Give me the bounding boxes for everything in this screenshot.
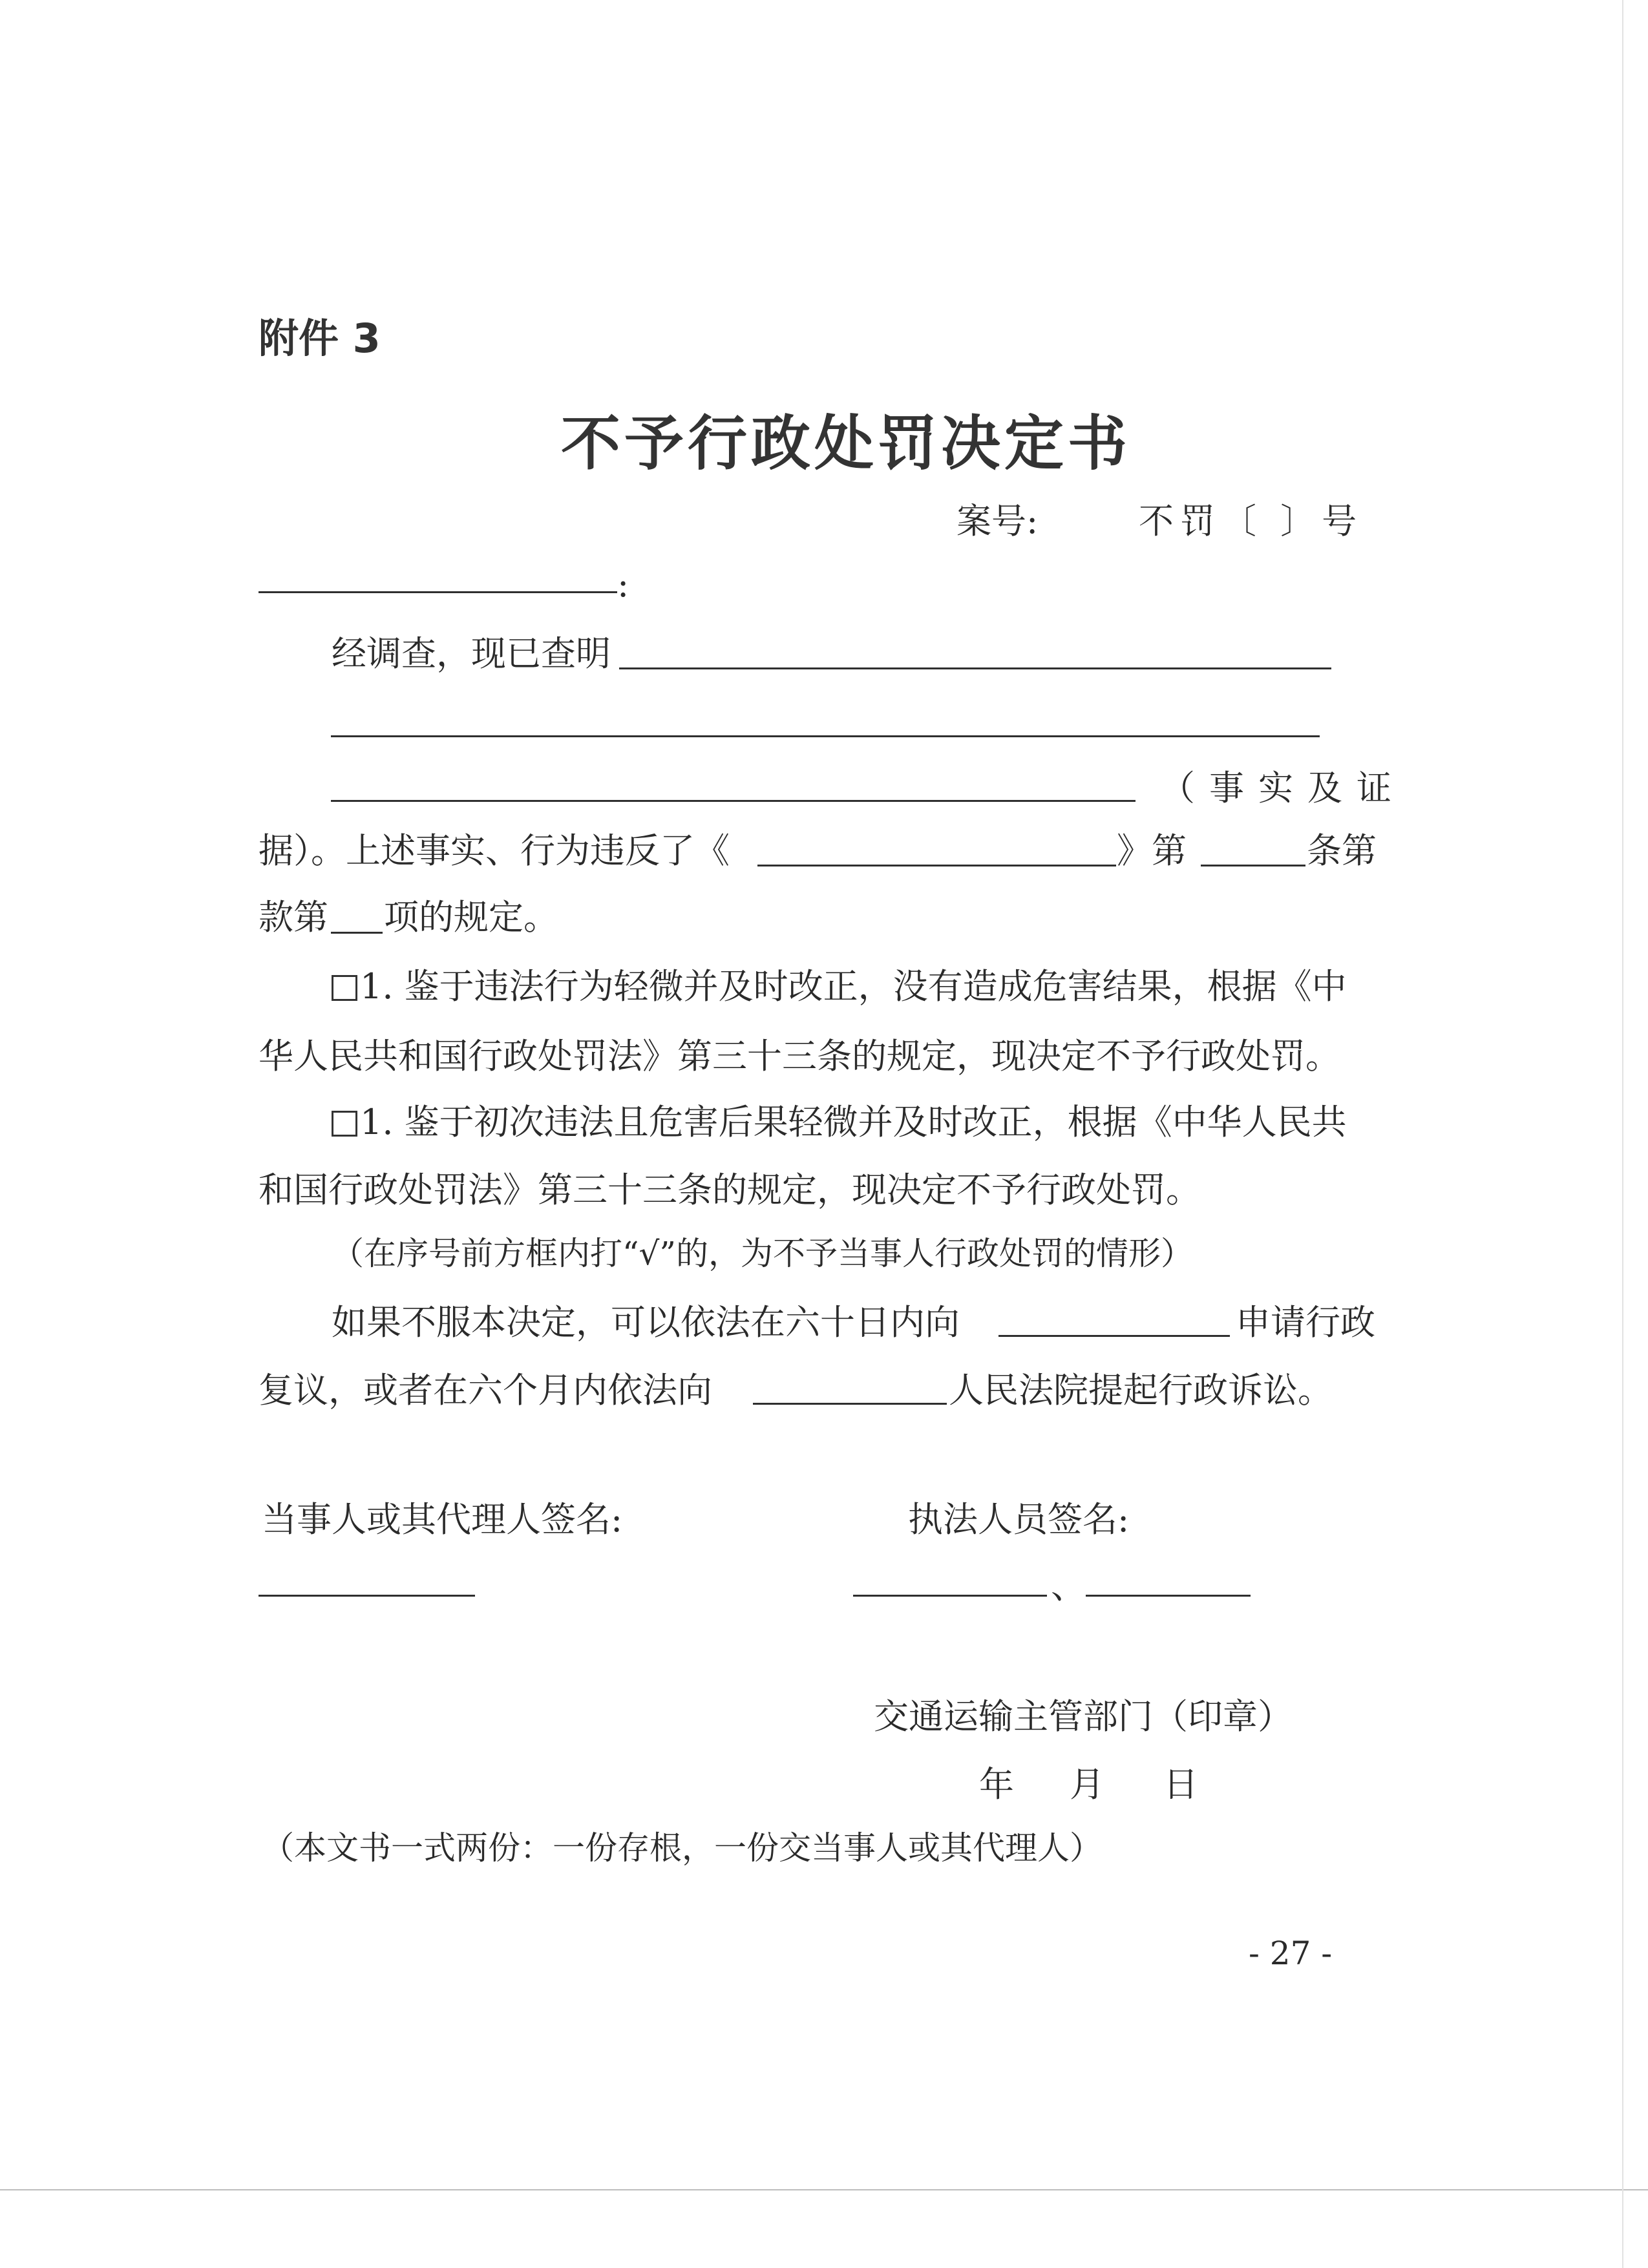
- option-2-line-2: 和国行政处罚法》第三十三条的规定，现决定不予行政处罚。: [259, 1170, 1201, 1210]
- officer-2-signature-blank[interactable]: [1086, 1595, 1251, 1597]
- page-number: - 27 -: [1249, 1935, 1333, 1972]
- officer-1-signature-blank[interactable]: [853, 1595, 1047, 1597]
- investigation-lead: 经调查，现已查明: [332, 633, 611, 674]
- appeal-line-2-suffix: 人民法院提起行政诉讼。: [949, 1370, 1333, 1411]
- findings-blank-1[interactable]: [619, 667, 1331, 669]
- date-month-label: 月: [1070, 1764, 1104, 1805]
- option-2-checkbox[interactable]: [332, 1111, 357, 1137]
- checkbox-instruction-note: （在序号前方框内打“√”的，为不予当事人行政处罚的情形）: [332, 1235, 1193, 1272]
- option-1-checkbox[interactable]: [332, 975, 357, 1001]
- item-provision-label: 项的规定。: [384, 897, 558, 938]
- officer-signature-label: 执法人员签名:: [908, 1499, 1130, 1540]
- article-number-blank[interactable]: [1201, 865, 1305, 866]
- seal-label: 交通运输主管部门（印章）: [874, 1696, 1293, 1737]
- option-1-text: 1. 鉴于违法行为轻微并及时改正，没有造成危害结果，根据《中: [360, 966, 1347, 1007]
- date-year-label: 年: [979, 1764, 1014, 1805]
- page-bottom-edge: [0, 2189, 1648, 2190]
- officer-separator: 、: [1051, 1566, 1086, 1606]
- party-signature-label: 当事人或其代理人签名:: [262, 1499, 623, 1540]
- article-label: 》第: [1117, 830, 1187, 871]
- recipient-name-blank[interactable]: [259, 591, 617, 593]
- date-day-label: 日: [1163, 1764, 1198, 1805]
- court-name-blank[interactable]: [753, 1403, 947, 1405]
- law-name-blank[interactable]: [757, 865, 1116, 866]
- findings-blank-3[interactable]: [331, 800, 1136, 802]
- clause-number-blank[interactable]: [331, 932, 383, 934]
- case-number-value: 不罚〔 〕号: [1139, 501, 1364, 541]
- appeal-line-1-suffix: 申请行政: [1236, 1302, 1375, 1343]
- annex-label: 附件 3: [259, 315, 381, 362]
- appeal-line-2-text: 复议，或者在六个月内依法向: [259, 1370, 712, 1411]
- option-1-line-2: 华人民共和国行政处罚法》第三十三条的规定，现决定不予行政处罚。: [259, 1036, 1340, 1076]
- document-title: 不予行政处罚决定书: [561, 408, 1132, 478]
- copies-note: （本文书一式两份：一份存根，一份交当事人或其代理人）: [262, 1829, 1102, 1867]
- appeal-line-1-text: 如果不服本决定，可以依法在六十日内向: [332, 1302, 960, 1343]
- clause-item-label: 款第: [259, 897, 328, 938]
- findings-blank-2[interactable]: [331, 735, 1320, 737]
- review-authority-blank[interactable]: [998, 1335, 1230, 1337]
- violation-statement: 据）。上述事实、行为违反了《: [259, 830, 730, 871]
- option-2-text: 1. 鉴于初次违法且危害后果轻微并及时改正，根据《中华人民共: [360, 1102, 1347, 1142]
- clause-label: 条第: [1307, 830, 1377, 871]
- option-1-line-1: [332, 966, 1347, 1007]
- page-right-edge: [1622, 0, 1623, 2268]
- case-number-label: 案号:: [956, 501, 1039, 541]
- facts-evidence-label: （事实及证: [1160, 768, 1406, 808]
- recipient-colon: :: [617, 564, 629, 605]
- option-2-line-1: [332, 1102, 1347, 1142]
- party-signature-blank[interactable]: [259, 1595, 475, 1597]
